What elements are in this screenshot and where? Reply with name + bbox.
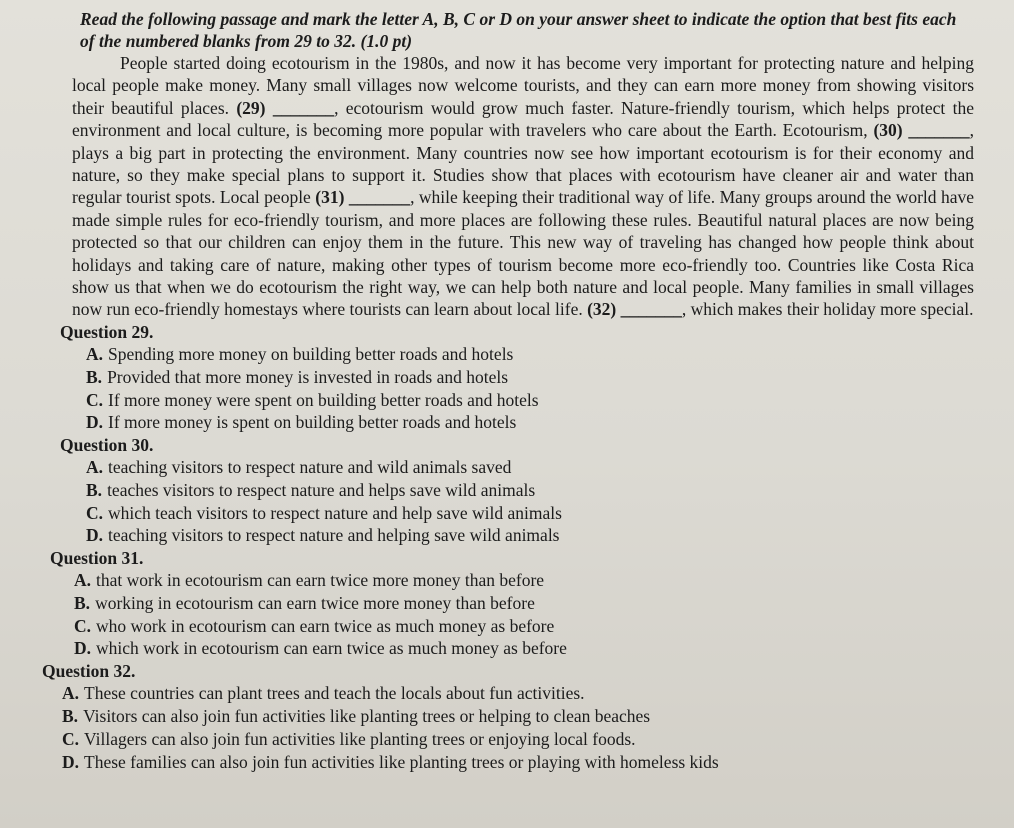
passage-text-4: , while keeping their traditional way of life. Many groups around the world have made simple rules for eco-friendly tourism, and more places are following these rules. Beautiful natural places are now being protected so that our children can enjoy them in the future. This new way of traveling has changed how people think about holidays and taking care of nature, making other types of tourism become more eco-friendly too. Countries like Costa Rica show us that when we do ecotourism the right way, we can help both nature and local people. Many families in small villages now run eco-friendly homestays where tourists can learn about local life. [72,187,975,320]
question-title: Question 32. [42,660,136,681]
option-letter: D. [86,525,104,546]
passage-text-5: , which makes their holiday more special. [681,299,974,320]
passage-text-2: , ecotourism would grow much faster. Nature-friendly tourism, which helps protect the environment and local culture, is becoming more popular with travelers who care about the Earth. Ecotourism, [72,97,975,141]
option-text: Villagers can also join fun activities like planting trees or enjoying local foods. [84,728,636,749]
option-letter: B. [74,593,91,613]
option-text: that work in ecotourism can earn twice more money than before [96,570,545,591]
question-title: Question 29. [60,321,154,342]
option-a [74,569,974,592]
passage-text-3: , plays a big part in protecting the environment. Many countries now see how important ecotourism is for their economy and nature, so they make special plans to support it. Studies show that places with ecotourism have cleaner air and water than regular tourist spots. Local people [72,120,974,208]
option-letter: A. [62,683,80,704]
option-text: If more money were spent on building better roads and hotels [108,389,539,410]
blank-30: (30) _______ [873,120,970,141]
option-list [58,456,974,546]
blank-29: (29) _______ [236,97,335,118]
option-list [58,682,974,773]
option-letter: A. [86,457,104,478]
option-letter: D. [74,638,92,659]
option-d [62,751,974,774]
option-a [86,456,974,479]
option-text: If more money is spent on building better roads and hotels [108,412,517,433]
option-d [86,524,974,547]
option-letter: C. [86,502,104,523]
option-letter: C. [74,615,92,636]
option-text: working in ecotourism can earn twice more money than before [95,593,535,613]
option-text: Spending more money on building better roads and hotels [108,344,514,365]
option-letter: A. [86,344,104,365]
option-c [86,502,974,525]
option-c [86,389,974,412]
question-title: Question 30. [60,434,154,455]
blank-31: (31) _______ [315,187,411,208]
option-text: teaches visitors to respect nature and helps save wild animals [107,480,536,501]
option-text: teaching visitors to respect nature and wild animals saved [108,457,512,478]
option-text: teaching visitors to respect nature and helping save wild animals [108,525,560,546]
question-30 [58,434,974,547]
option-letter: C. [86,389,104,410]
option-a [86,343,974,366]
option-b [86,366,974,389]
option-d [86,411,974,434]
option-c [74,615,974,638]
option-text: Provided that more money is invested in roads and hotels [107,367,509,388]
option-letter: B. [86,367,103,388]
option-letter: C. [62,728,80,749]
option-b [62,705,974,728]
option-letter: A. [74,570,92,591]
option-list [58,569,974,659]
option-b [74,592,974,615]
option-list [58,343,974,433]
question-31 [50,547,974,660]
option-text: which work in ecotourism can earn twice as much money as before [96,638,567,659]
question-title: Question 31. [50,547,144,568]
option-d [74,637,974,660]
option-text: who work in ecotourism can earn twice as much money as before [96,615,555,636]
question-32 [42,660,974,774]
passage-text-1: People started doing ecotourism in the 1980s, and now it has become very important for protecting nature and helping local people make money. Many small villages now welcome tourists, and they can earn more money from showing visitors their beautiful places. [72,53,974,118]
question-29 [58,321,974,434]
reading-passage [72,52,974,321]
option-text: These countries can plant trees and teach the locals about fun activities. [84,683,585,704]
option-text: which teach visitors to respect nature and help save wild animals [108,502,562,523]
option-text: These families can also join fun activities like planting trees or playing with homeless kids [84,751,719,772]
option-letter: B. [62,706,79,727]
option-letter: B. [86,480,103,501]
option-text: Visitors can also join fun activities like planting trees or helping to clean beaches [83,706,651,727]
option-a [62,682,974,705]
option-letter: D. [86,412,104,433]
blank-32: (32) _______ [587,299,682,320]
option-c [62,728,974,751]
option-letter: D. [62,751,80,772]
option-b [86,479,974,502]
passage-paragraph [72,52,974,321]
instructions: Read the following passage and mark the letter A, B, C or D on your answer sheet to indicate the option that best fits each of the numbered blanks from 29 to 32. (1.0 pt) [80,9,957,51]
